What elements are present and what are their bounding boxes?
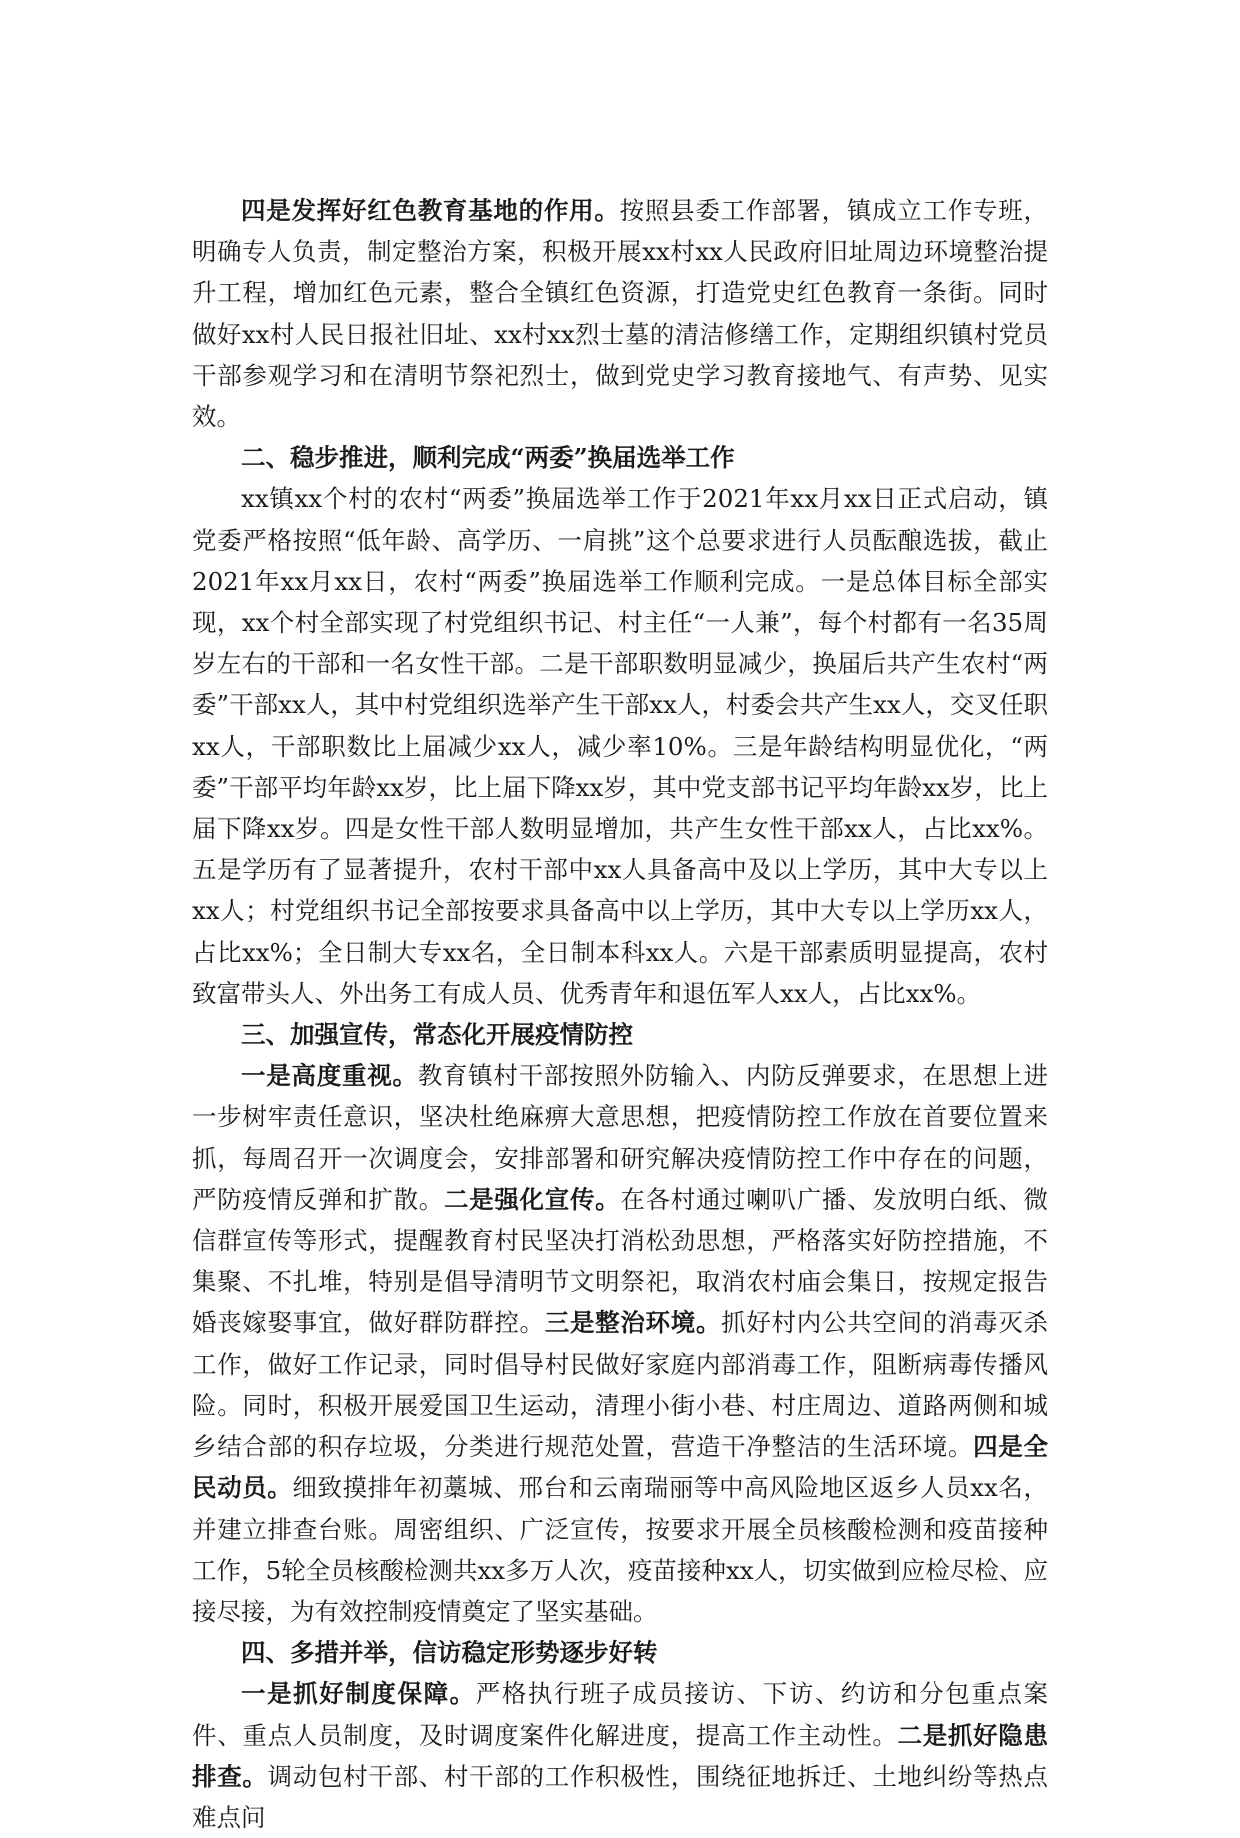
paragraph-text: 按照县委工作部署，镇成立工作专班，明确专人负责，制定整治方案，积极开展xx村xx人民政府旧址周边环境整治提升工程，增加红色元素，整合全镇红色资源，打造党史红色教育一条街。同时做好xx村人民日报社旧址、xx村xx烈士墓的清洁修缮工作，定期组织镇村党员干部参观学习和在清明节祭祀烈士，做到党史学习教育接地气、有声势、见实效。	[192, 196, 1049, 432]
paragraph-petition	[192, 1673, 1048, 1838]
paragraph-text: 严格执行班子成员接访、下访、约访和分包重点案件、重点人员制度，及时调度案件化解进度，提高工作主动性。	[192, 1679, 1048, 1750]
document-page	[192, 190, 1048, 1838]
paragraph-election: xx镇xx个村的农村“两委”换届选举工作于2021年xx月xx日正式启动，镇党委严格按照“低年龄、高学历、一肩挑”这个总要求进行人员酝酿选拔，截止2021年xx月xx日，农村“两委”换届选举工作顺利完成。一是总体目标全部实现，xx个村全部实现了村党组织书记、村主任“一人兼”，每个村都有一名35周岁左右的干部和一名女性干部。二是干部职数明显减少，换届后共产生农村“两委”干部xx人，其中村党组织选举产生干部xx人，村委会共产生xx人，交叉任职xx人，干部职数比上届减少xx人，减少率10%。三是年龄结构明显优化，“两委”干部平均年龄xx岁，比上届下降xx岁，其中党支部书记平均年龄xx岁，比上届下降xx岁。四是女性干部人数明显增加，共产生女性干部xx人，占比xx%。五是学历有了显著提升，农村干部中xx人具备高中及以上学历，其中大专以上xx人；村党组织书记全部按要求具备高中以上学历，其中大专以上学历xx人，占比xx%；全日制大专xx名，全日制本科xx人。六是干部素质明显提高，农村致富带头人、外出务工有成人员、优秀青年和退伍军人xx人，占比xx%。	[192, 484, 1048, 1008]
paragraph-lead: 一是抓好制度保障。	[241, 1679, 476, 1709]
paragraph-lead: 二是强化宣传。	[443, 1184, 621, 1214]
paragraph-lead: 三是整治环境。	[544, 1308, 722, 1338]
section-heading-two: 二、稳步推进，顺利完成“两委”换届选举工作	[241, 443, 735, 473]
paragraph-epidemic	[192, 1055, 1048, 1632]
paragraph-lead: 一是高度重视。	[241, 1061, 418, 1091]
paragraph-text: 抓好村内公共空间的消毒灭杀工作，做好工作记录，同时倡导村民做好家庭内部消毒工作，阻断病毒传播风险。同时，积极开展爱国卫生运动，清理小街小巷、村庄周边、道路两侧和城乡结合部的积存垃圾，分类进行规范处置，营造干净整洁的生活环境。	[192, 1308, 1049, 1462]
paragraph-text: 教育镇村干部按照外防输入、内防反弹要求，在思想上进一步树牢责任意识，坚决杜绝麻痹大意思想，把疫情防控工作放在首要位置来抓，每周召开一次调度会，安排部署和研究解决疫情防控工作中存在的问题，严防疫情反弹和扩散。	[192, 1061, 1049, 1214]
paragraph-text: 在各村通过喇叭广播、发放明白纸、微信群宣传等形式，提醒教育村民坚决打消松劲思想，严格落实好防控措施，不集聚、不扎堆，特别是倡导清明节文明祭祀，取消农村庙会集日，按规定报告婚丧嫁娶事宜，做好群防群控。	[192, 1184, 1049, 1338]
paragraph-red-education	[192, 190, 1048, 437]
paragraph-lead: 四是发挥好红色教育基地的作用。	[241, 196, 620, 225]
paragraph-text: 细致摸排年初藁城、邢台和云南瑞丽等中高风险地区返乡人员xx名，并建立排查台账。周密组织、广泛宣传，按要求开展全员核酸检测和疫苗接种工作，5轮全员核酸检测共xx多万人次，疫苗接种xx人，切实做到应检尽检、应接尽接，为有效控制疫情奠定了坚实基础。	[192, 1473, 1049, 1626]
section-heading-four: 四、多措并举，信访稳定形势逐步好转	[241, 1638, 658, 1668]
paragraph-lead: 四是全民动员。	[192, 1432, 1049, 1503]
paragraph-lead: 二是抓好隐患排查。	[192, 1720, 1049, 1791]
paragraph-text: 调动包村干部、村干部的工作积极性，围绕征地拆迁、土地纠纷等热点难点问	[192, 1761, 1048, 1832]
section-heading-three: 三、加强宣传，常态化开展疫情防控	[241, 1020, 633, 1050]
